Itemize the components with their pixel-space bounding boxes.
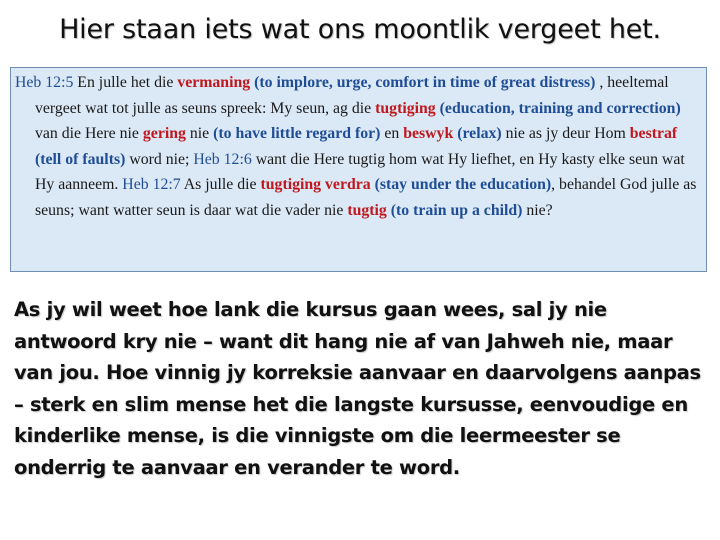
verse-segment: word nie;: [125, 150, 194, 168]
verse-ref-heb-12-5: Heb 12:5: [15, 74, 74, 91]
translation-tugtig: (to train up a child): [386, 201, 523, 219]
verse-segment: As julle die: [180, 176, 261, 193]
verse-segment: En julle het die: [73, 74, 178, 91]
verse-segment: want die Here tugtig hom wat Hy liefhet, en Hy kasty elke seun wat Hy aanneem.: [35, 150, 685, 193]
keyword-beswyk: beswyk: [403, 125, 454, 142]
body-paragraph: As jy wil weet hoe lank die kursus gaan wees, sal jy nie antwoord kry nie – want dit hang nie af van Jahweh nie, maar van jou. Hoe vinnig jy korreksie aanvaar en daarvolgens aanpas – sterk en slim mense het die langste kursusse, eenvoudige en kinderlike mense, is die vinnigste om die leermeester se onderrig te aanvaar en verander te word.: [14, 298, 701, 479]
verse-box: [10, 67, 707, 272]
translation-vermaning: (to implore, urge, comfort in time of great distress): [250, 74, 596, 91]
verse-ref-heb-12-6: Heb 12:6: [193, 150, 252, 168]
verse-segment: nie?: [522, 201, 553, 219]
translation-tugtiging: (education, training and correction): [435, 99, 681, 117]
verse-segment: nie: [185, 125, 214, 142]
keyword-tugtig: tugtig: [347, 201, 387, 219]
translation-bestraf: (tell of faults): [35, 150, 126, 168]
keyword-gering: gering: [142, 125, 186, 142]
verse-segment: van die Here nie: [35, 125, 143, 142]
verse-text: [15, 70, 700, 223]
keyword-bestraf: bestraf: [629, 125, 678, 142]
verse-segment: , heeltemal vergeet wat tot julle as seuns spreek: My seun, ag die: [35, 74, 669, 117]
keyword-tugtiging-verdra: tugtiging verdra: [260, 176, 371, 193]
keyword-tugtiging: tugtiging: [375, 99, 436, 117]
translation-tugtiging-verdra: (stay under the education): [370, 176, 552, 193]
translation-gering: (to have little regard for): [213, 125, 381, 142]
page-title: Hier staan iets wat ons moontlik vergeet het.: [59, 14, 661, 45]
keyword-vermaning: vermaning: [177, 74, 251, 91]
translation-beswyk: (relax): [453, 125, 502, 142]
verse-segment: nie as jy deur Hom: [501, 125, 630, 142]
verse-segment: , behandel God julle as seuns; want watter seun is daar wat die vader nie: [35, 176, 697, 219]
verse-segment: en: [380, 125, 404, 142]
verse-ref-heb-12-7: Heb 12:7: [122, 176, 181, 193]
